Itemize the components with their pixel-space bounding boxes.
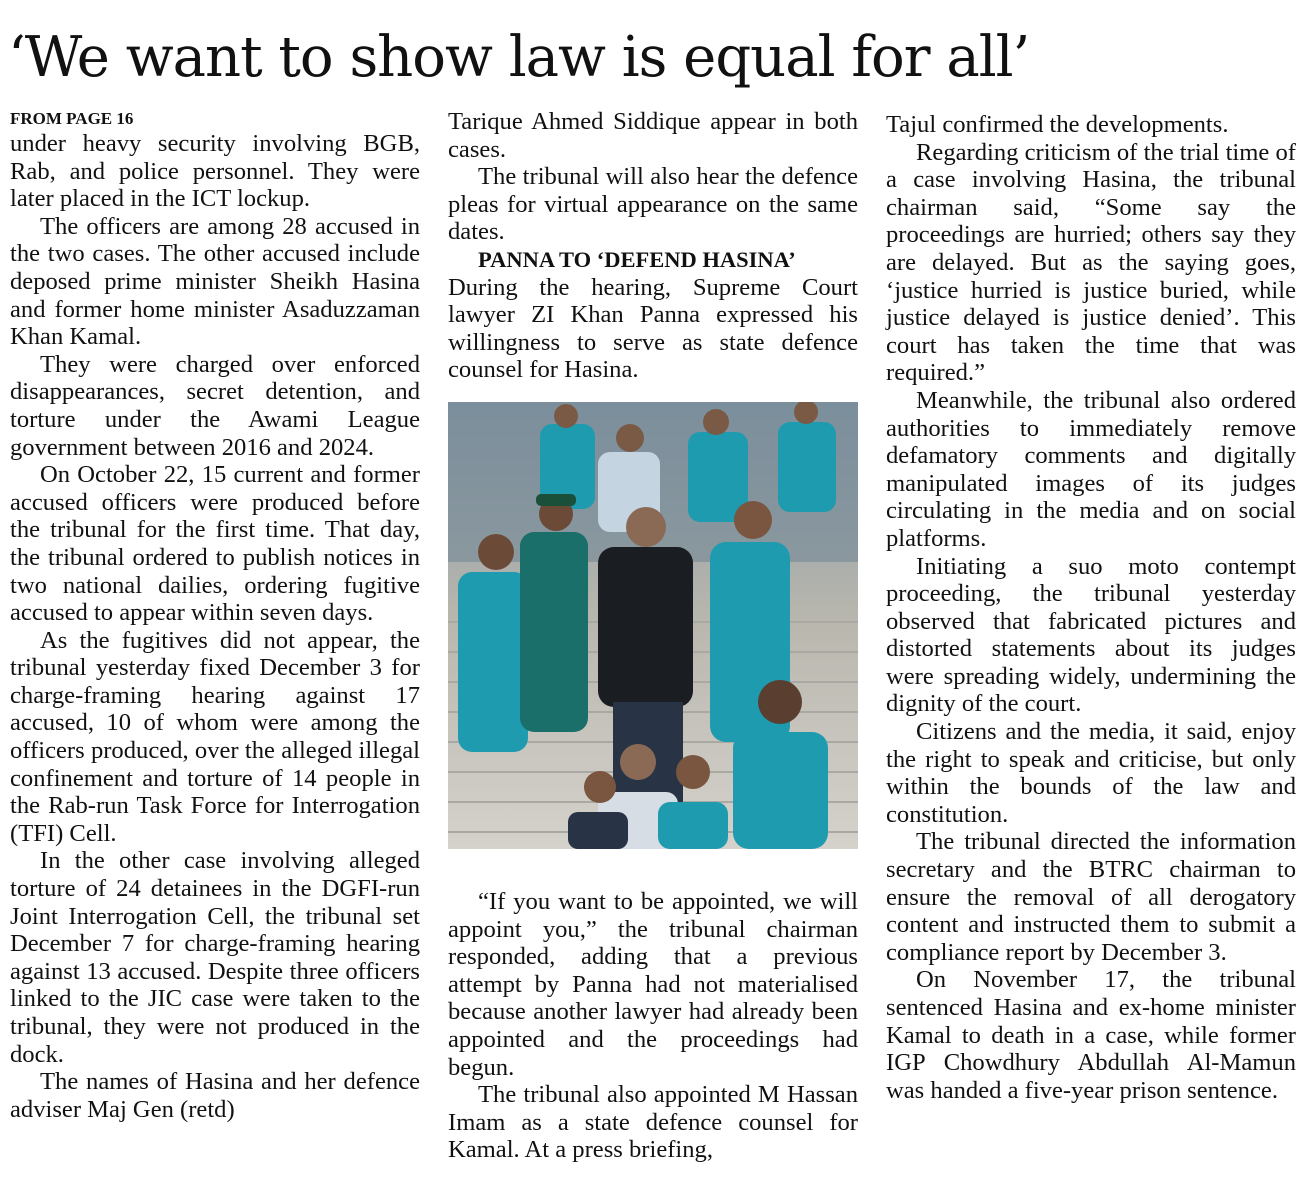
paragraph: They were charged over enforced disappearances, secret detention, and torture under the Awami League government between 2016 and 2024. [10,350,420,461]
paragraph: Initiating a suo moto contempt proceeding, the tribunal yesterday observed that fabricated pictures and distorted statements about its judges were spreading widely, undermining the dignity of the court. [886,552,1296,718]
paragraph: As the fugitives did not appear, the tribunal yesterday fixed December 3 for charge-framing hearing against 17 accused, 10 of whom were among the officers produced, over the alleged illegal confinement and torture of 14 people in the Rab-run Task Force for Interrogation (TFI) Cell. [10,626,420,847]
column-3 [886,111,1296,1104]
paragraph: During the hearing, Supreme Court lawyer ZI Khan Panna expressed his willingness to serve as state defence counsel for Hasina. [448,273,858,384]
paragraph: “If you want to be appointed, we will appoint you,” the tribunal chairman responded, adding that a previous attempt by Panna had not materialised because another lawyer had already been appointed and the proceedings had begun. [448,887,858,1081]
headline: ‘We want to show law is equal for all’ [8,25,1030,90]
paragraph: Regarding criticism of the trial time of a case involving Hasina, the tribunal chairman said, “Some say the proceedings are hurried; others say they are delayed. But as the saying goes, ‘justice hurried is justice buried, while justice delayed is justice denied’. This court has taken the time that was required.” [886,138,1296,387]
paragraph: The names of Hasina and her defence adviser Maj Gen (retd) [10,1068,420,1123]
column-1 [10,108,420,1123]
kicker-from-page: FROM PAGE 16 [10,109,134,128]
paragraph: In the other case involving alleged torture of 24 detainees in the DGFI-run Joint Interrogation Cell, the tribunal set December 7 for charge-framing hearing against 13 accused. Despite three officers linked to the JIC case were taken to the tribunal, they were not produced in the dock. [10,847,420,1068]
paragraph: under heavy security involving BGB, Rab, and police personnel. They were later placed in the ICT lockup. [10,130,420,213]
paragraph: Tarique Ahmed Siddique appear in both cases. [448,108,858,163]
paragraph: The tribunal will also hear the defence pleas for virtual appearance on the same dates. [448,163,858,246]
paragraph: The tribunal also appointed M Hassan Imam as a state defence counsel for Kamal. At a press briefing, [448,1081,858,1164]
paragraph: On November 17, the tribunal sentenced Hasina and ex-home minister Kamal to death in a case, while former IGP Chowdhury Abdullah Al-Mamun was handed a five-year prison sentence. [886,966,1296,1104]
paragraph: The tribunal directed the information secretary and the BTRC chairman to ensure the removal of all derogatory content and instructed them to submit a compliance report by December 3. [886,828,1296,966]
column-2 [448,108,858,1164]
news-photo [448,402,858,849]
paragraph: Meanwhile, the tribunal also ordered authorities to immediately remove defamatory comments and digitally manipulated images of its judges circulating in the media and on social platforms. [886,386,1296,552]
paragraph: The officers are among 28 accused in the two cases. The other accused include deposed prime minister Sheikh Hasina and former home minister Asaduzzaman Khan Kamal. [10,212,420,351]
subhead: PANNA TO ‘DEFEND HASINA’ [478,246,796,272]
paragraph: On October 22, 15 current and former accused officers were produced before the tribunal for the first time. That day, the tribunal ordered to publish notices in two national dailies, ordering fugitive accused to appear within seven days. [10,461,420,627]
paragraph: Tajul confirmed the developments. [886,111,1229,138]
paragraph: Citizens and the media, it said, enjoy the right to speak and criticise, but only within the bounds of the law and constitution. [886,718,1296,828]
